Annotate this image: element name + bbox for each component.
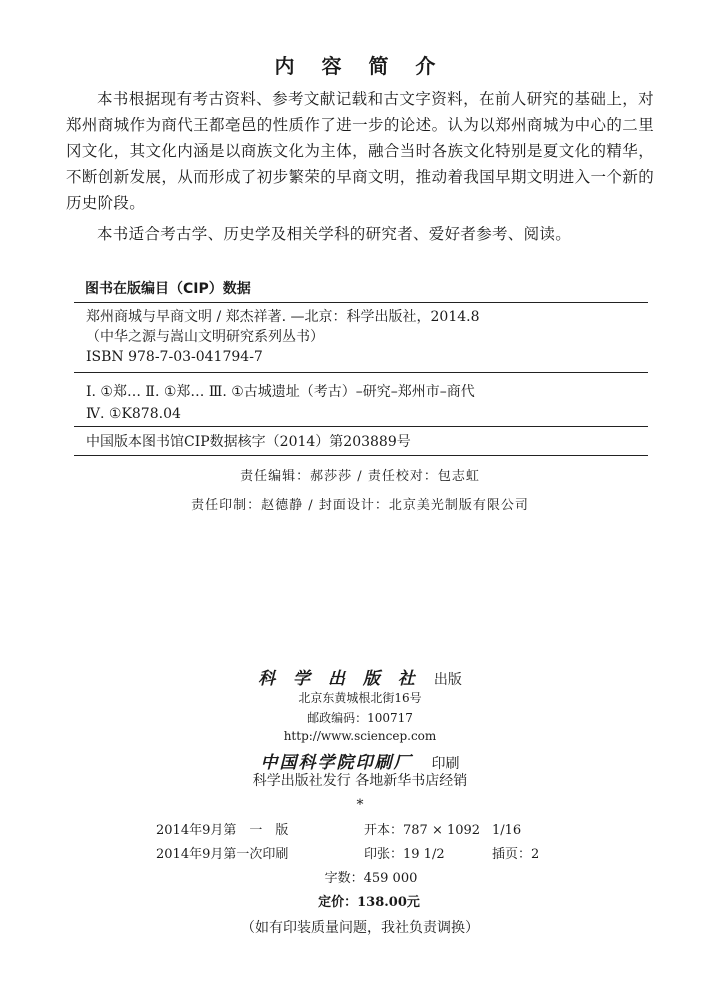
word-count: 字数：459 000 <box>324 871 418 886</box>
plates-count: 插页：2 <box>492 847 540 862</box>
publisher-line <box>0 664 720 689</box>
cip-number: 中国版本图书馆CIP数据核字（2014）第203889号 <box>86 434 411 450</box>
printer-role: 印刷 <box>431 756 460 772</box>
edition-date: 2014年9月第 一 版 <box>156 823 289 838</box>
print-specs <box>156 819 576 915</box>
quality-notice: （如有印装质量问题，我社负责调换） <box>241 920 479 936</box>
price-value: 138.00元 <box>357 895 420 910</box>
specs-row-edition <box>156 819 576 843</box>
intro-text <box>66 86 654 252</box>
publisher-postcode: 邮政编码：100717 <box>307 711 413 725</box>
intro-title: 内 容 简 介 <box>274 54 446 78</box>
format-value: 1/16 <box>492 823 522 838</box>
specs-row-price <box>156 891 576 915</box>
cip-heading: 图书在版编目（CIP）数据 <box>85 281 251 297</box>
cip-record <box>86 307 646 367</box>
printer-logo-text: 中国科学院印刷厂 <box>260 753 413 773</box>
price-label: 定价： <box>318 895 358 910</box>
cip-classification <box>86 381 646 425</box>
printed-sheets: 印张：19 1/2 <box>364 847 445 862</box>
cip-divider-1 <box>74 372 648 373</box>
cip-divider-2 <box>74 426 648 427</box>
cip-top-rule <box>74 302 648 303</box>
intro-paragraph-1: 本书根据现有考古资料、参考文献记载和古文字资料，在前人研究的基础上，对郑州商城作为商代王都亳邑的性质作了进一步的论述。认为以郑州商城为中心的二里冈文化，其文化内涵是以商族文化为主体，融合当时各族文化特别是夏文化的精华，不断创新发展，从而形成了初步繁荣的早商文明，推动着我国早期文明进入一个新的历史阶段。 <box>66 90 654 212</box>
cip-bottom-rule <box>74 455 648 456</box>
cip-class-line-1: Ⅰ. ①郑… Ⅱ. ①郑… Ⅲ. ①古城遗址（考古）–研究–郑州市–商代 <box>86 384 475 400</box>
print-date: 2014年9月第一次印刷 <box>156 847 289 862</box>
cip-line-series: （中华之源与嵩山文明研究系列丛书） <box>86 329 324 345</box>
publisher-role: 出版 <box>433 672 462 688</box>
cip-class-line-2: Ⅳ. ①K878.04 <box>86 406 181 422</box>
format-label: 开本：787 × 1092 <box>364 823 481 838</box>
publisher-url: http://www.sciencep.com <box>283 729 437 743</box>
cip-line-title: 郑州商城与早商文明 / 郑杰祥著. —北京：科学出版社，2014.8 <box>86 309 480 325</box>
publisher-logo-text: 科 学 出 版 社 <box>258 669 421 689</box>
specs-row-words <box>156 867 576 891</box>
separator-star: * <box>356 797 364 813</box>
publisher-address: 北京东黄城根北街16号 <box>298 691 422 705</box>
specs-row-printing <box>156 843 576 867</box>
staff-line-1: 责任编辑：郝莎莎 / 责任校对：包志虹 <box>240 469 480 484</box>
cip-line-isbn: ISBN 978-7-03-041794-7 <box>86 349 263 365</box>
intro-paragraph-2: 本书适合考古学、历史学及相关学科的研究者、爱好者参考、阅读。 <box>97 225 572 243</box>
staff-line-2: 责任印制：赵德静 / 封面设计：北京美光制版有限公司 <box>191 498 529 513</box>
distribution-line: 科学出版社发行 各地新华书店经销 <box>252 773 468 789</box>
